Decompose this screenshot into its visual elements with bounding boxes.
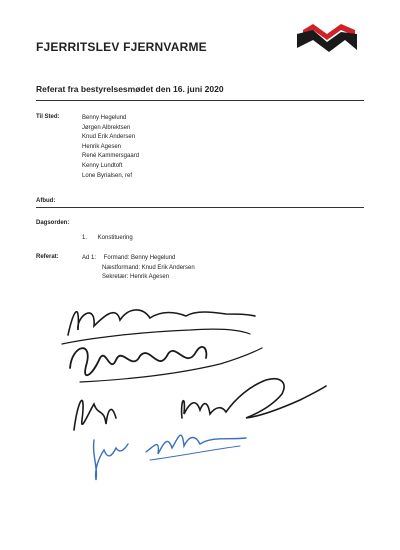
organization-title: FJERRITSLEV FJERNVARME [36, 40, 207, 54]
handwritten-signature [62, 329, 250, 344]
attendee: Jørgen Albrektsen [82, 124, 131, 131]
attendee: Benny Hegelund [82, 115, 127, 121]
referat-label: Referat: [36, 254, 59, 260]
attendee: Kenny Lundtoft [82, 162, 123, 169]
agenda-item-text: Konstituering [97, 235, 133, 241]
dagsorden-label: Dagsorden: [36, 220, 70, 226]
referat-section [82, 254, 195, 283]
afbud-label: Afbud: [36, 198, 56, 204]
handwritten-signature [146, 435, 246, 454]
attendee: Lone Byrialsen, ref [82, 172, 133, 179]
referat-line: Formand: Benny Hegelund [103, 255, 176, 261]
attendee: Knud Erik Andersen [82, 134, 136, 141]
handwritten-signature [182, 379, 326, 418]
agenda-item [82, 235, 133, 241]
attendee: René Kammersgaard [82, 153, 140, 160]
divider [36, 100, 364, 101]
attendee-list [82, 114, 139, 181]
meeting-title: Referat fra bestyrelsesmødet den 16. juni 2020 [36, 84, 224, 94]
attendee: Henrik Agesen [82, 143, 122, 150]
handwritten-signature [94, 440, 128, 480]
handwritten-signature [80, 348, 262, 382]
signature-area [50, 290, 350, 490]
handwritten-signature [150, 446, 240, 460]
referat-line: Sekretær: Henrik Agesen [102, 274, 170, 281]
divider [36, 207, 364, 208]
logo-dark-wave [297, 30, 357, 52]
referat-ad-label: Ad 1: [82, 255, 97, 261]
agenda-item-number: 1. [82, 235, 88, 241]
handwritten-signature [74, 400, 116, 430]
company-logo [293, 20, 365, 56]
referat-line: Næstformand: Knud Erik Andersen [102, 264, 195, 271]
til-sted-label: Til Sted: [36, 114, 60, 120]
